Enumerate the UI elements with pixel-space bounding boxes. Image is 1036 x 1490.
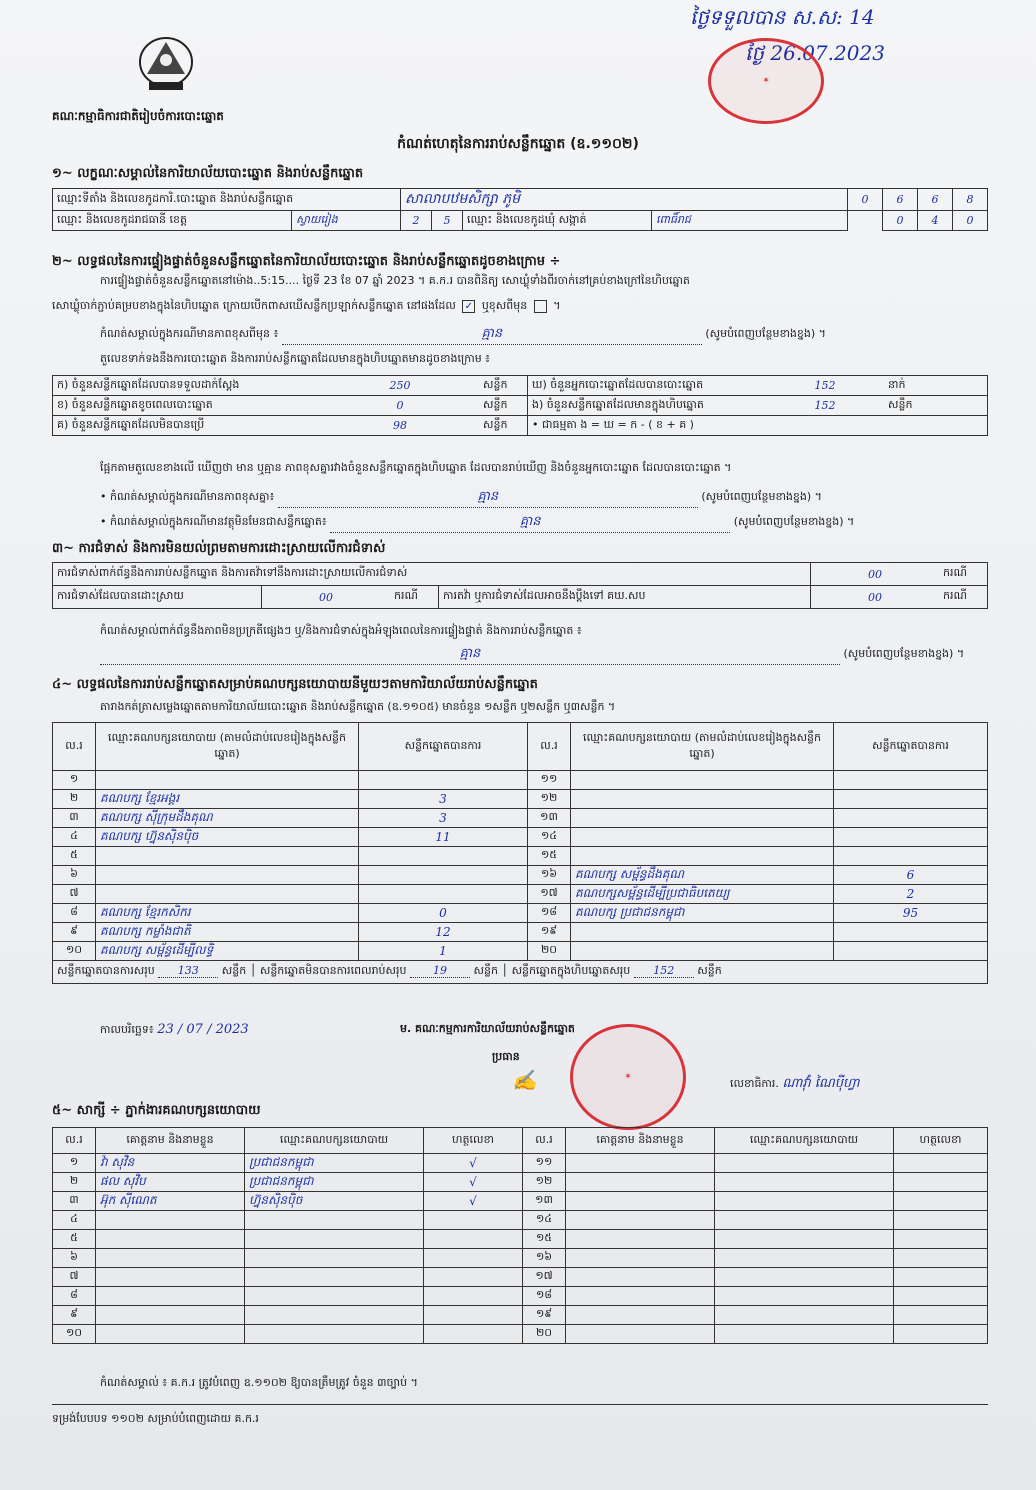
w-col-no-right: ល.រ xyxy=(523,1128,566,1154)
total-box-value: 152 xyxy=(634,964,694,978)
witness-party xyxy=(715,1230,894,1249)
province-code-1: 2 xyxy=(401,211,432,231)
witness-party xyxy=(715,1211,894,1230)
witness-signature xyxy=(894,1306,988,1325)
total-valid-value: 133 xyxy=(158,964,218,978)
commune-value: ពោធិ៍រាជ xyxy=(652,211,848,231)
province-code-2: 5 xyxy=(432,211,463,231)
voters-label: ឃ) ចំនួនអ្នកបោះឆ្នោតដែលបានបោះឆ្នោត xyxy=(528,376,767,396)
resolved-value: 00 xyxy=(262,586,391,609)
footer-text: ទម្រង់បែបបទ ១១០២ សម្រាប់បំពេញដោយ គ.ក.រ xyxy=(52,1412,259,1425)
province-label: ឈ្មោះ និងលេខកូដរាជធានី ខេត្ត xyxy=(53,211,292,231)
witness-signature xyxy=(424,1287,523,1306)
witness-party: ប្រជាជនកម្ពុជា xyxy=(245,1173,424,1192)
party-no: ៤ xyxy=(53,828,96,847)
total-received-value: 250 xyxy=(321,376,479,396)
party-no: ១៧ xyxy=(528,885,571,904)
party-votes xyxy=(359,847,528,866)
party-no: ២០ xyxy=(528,942,571,961)
witness-name xyxy=(566,1306,715,1325)
location-code-4: 8 xyxy=(953,189,988,211)
witness-signature xyxy=(424,1325,523,1344)
w-col-sign-left: ហត្ថលេខា xyxy=(424,1128,523,1154)
party-no: ១៦ xyxy=(528,866,571,885)
bullet-difference-value: គ្មាន xyxy=(278,488,698,508)
org-name: គណៈកម្មាធិការជាតិរៀបចំការបោះឆ្នោត xyxy=(52,109,224,123)
party-no: ៧ xyxy=(53,885,96,904)
section-5-heading: ៥~ សាក្សី ÷ ភ្នាក់ងារគណបក្សនយោបាយ xyxy=(52,1103,261,1118)
witness-name xyxy=(566,1173,715,1192)
spoiled-value: 0 xyxy=(321,396,479,416)
witness-party xyxy=(245,1325,424,1344)
difference-line: ផ្អែកតាមតួលេខខាងលើ ឃើញថា មាន ឬគ្មាន ភាពខុសគ្នារវាងចំនួនសន្លឹកឆ្នោតក្នុងហិបឆ្នោត ដែលបានរាប់ឃើញ និងចំនួនអ្នកបោះឆ្នោត ដែលបានបោះឆ្នោត ។ xyxy=(100,461,732,474)
difference-note-hint: (សូមបំពេញបន្ថែមខាងខ្នង) ។ xyxy=(705,327,826,340)
appeals-unit: ករណី xyxy=(939,586,988,609)
party-no: ១៤ xyxy=(528,828,571,847)
col-party-left: ឈ្មោះគណបក្សនយោបាយ (តាមលំដាប់លេខរៀងក្នុងសន្លឹកឆ្នោត) xyxy=(96,723,359,771)
witness-no: ១៤ xyxy=(523,1211,566,1230)
total-invalid-value: 19 xyxy=(410,964,470,978)
party-votes: 12 xyxy=(359,923,528,942)
appeals-value: 00 xyxy=(811,586,940,609)
witness-no: ៤ xyxy=(53,1211,96,1230)
total-received-label: ក) ចំនួនសន្លឹកឆ្នោតដែលបានទទួលដាក់ស្តែង xyxy=(53,376,322,396)
witness-name: ផល សុវិប xyxy=(96,1173,245,1192)
table-row xyxy=(53,866,988,885)
witness-name xyxy=(96,1325,245,1344)
witness-party: ប្រជាជនកម្ពុជា xyxy=(245,1154,424,1173)
table-row xyxy=(53,1211,988,1230)
total-invalid-label: សន្លឹកឆ្នោតមិនបានការពេលរាប់សរុប xyxy=(259,964,407,977)
party-no: ៦ xyxy=(53,866,96,885)
witness-party xyxy=(245,1230,424,1249)
witness-name xyxy=(566,1211,715,1230)
witness-party: ហ្វ៊ុនស៊ិនប៉ិច xyxy=(245,1192,424,1211)
secretary-signature: ណាវ៉ាំ ណៃប៉ីហ្វា xyxy=(782,1076,860,1091)
witness-signature xyxy=(424,1306,523,1325)
complaints-unit: ករណី xyxy=(939,563,988,586)
party-votes xyxy=(359,885,528,904)
party-name: គណបក្ស កម្លាំងជាតិ xyxy=(96,923,359,942)
commune-code-1: 0 xyxy=(883,211,918,231)
party-votes xyxy=(834,942,988,961)
party-name xyxy=(571,847,834,866)
commune-code-2: 4 xyxy=(918,211,953,231)
witness-signature: √ xyxy=(424,1154,523,1173)
in-box-value: 152 xyxy=(766,396,884,416)
total-box-label: សន្លឹកឆ្នោតក្នុងហិបឆ្នោតសរុប xyxy=(511,964,631,977)
w-col-name-left: គោត្តនាម និងនាមខ្លួន xyxy=(96,1128,245,1154)
unused-value: 98 xyxy=(321,416,479,436)
witness-signature xyxy=(894,1325,988,1344)
party-name: គណបក្ស ប្រជាជនកម្ពុជា xyxy=(571,904,834,923)
official-stamp-bottom: ✶ xyxy=(570,1024,686,1130)
party-votes xyxy=(359,771,528,790)
witness-signature: √ xyxy=(424,1192,523,1211)
footer-divider xyxy=(52,1404,988,1405)
party-no: ១១ xyxy=(528,771,571,790)
resolved-label: ការជំទាស់ដែលបានដោះស្រាយ xyxy=(53,586,262,609)
witness-no: ១៨ xyxy=(523,1287,566,1306)
table-row xyxy=(53,923,988,942)
table-row xyxy=(53,1306,988,1325)
witness-no: ៧ xyxy=(53,1268,96,1287)
irregularity-hint: (សូមបំពេញបន្ថែមខាងខ្នង) ។ xyxy=(843,647,965,660)
bullet-object-hint: (សូមបំពេញបន្ថែមខាងខ្នង) ។ xyxy=(733,515,855,528)
witness-name: អ៊ុក ស៊ីណេត xyxy=(96,1192,245,1211)
verification-line-1: ការផ្ទៀងផ្ទាត់ចំនួនសន្លឹកឆ្នោតនៅម៉ោង..5:15.... ថ្ងៃទី 23 ខែ 07 ឆ្នាំ 2023 ។ គ.ក.រ បានពិនិត្យ សោឃ្លុំទាំងពីរចាក់នៅគ្រប់ខាងក្រៅនៃហិបឆ្នោត xyxy=(100,274,690,287)
party-no: ៥ xyxy=(53,847,96,866)
complaints-value: 00 xyxy=(811,563,940,586)
col-votes-left: សន្លឹកឆ្នោតបានការ xyxy=(359,723,528,771)
table-row xyxy=(53,1154,988,1173)
table-row xyxy=(53,847,988,866)
witness-signature: √ xyxy=(424,1173,523,1192)
witness-party xyxy=(715,1154,894,1173)
difference-note-value: គ្មាន xyxy=(282,325,702,345)
w-col-no-left: ល.រ xyxy=(53,1128,96,1154)
witness-signature xyxy=(894,1211,988,1230)
party-votes xyxy=(359,866,528,885)
witness-name xyxy=(566,1192,715,1211)
total-invalid-unit: សន្លឹក xyxy=(473,964,498,977)
section-3-heading: ៣~ ការជំទាស់ និងការមិនយល់ព្រមតាមការដោះស្រាយលើការជំទាស់ xyxy=(52,541,386,556)
party-no: ៩ xyxy=(53,923,96,942)
party-no: ១៥ xyxy=(528,847,571,866)
nec-logo xyxy=(135,32,197,98)
voters-unit: នាក់ xyxy=(884,376,988,396)
party-name: គណបក្ស សម្ព័ន្ធដើម្បីលទ្ធិ xyxy=(96,942,359,961)
witness-party xyxy=(245,1306,424,1325)
party-votes xyxy=(834,828,988,847)
same-checkbox[interactable]: ✓ xyxy=(462,300,475,313)
party-no: ១៩ xyxy=(528,923,571,942)
changed-label: ឬខុសពីមុន xyxy=(481,299,528,312)
table-row xyxy=(53,885,988,904)
location-label: ឈ្មោះទីតាំង និងលេខកូដការិ.បោះឆ្នោត និងរាប់សន្លឹកឆ្នោត xyxy=(53,189,401,211)
witness-no: ៣ xyxy=(53,1192,96,1211)
party-name xyxy=(96,866,359,885)
table-row xyxy=(53,1192,988,1211)
party-name: គណបក្ស ហ្វ៊ុនស៊ិនប៉ិច xyxy=(96,828,359,847)
formula-note: • ជាធម្មតា ង = ឃ = ក - ( ខ + គ ) xyxy=(528,416,988,436)
party-name: គណបក្ស ខ្មែរកសិករ xyxy=(96,904,359,923)
in-box-label: ង) ចំនួនសន្លឹកឆ្នោតដែលមានក្នុងហិបឆ្នោត xyxy=(528,396,767,416)
witness-party xyxy=(715,1325,894,1344)
party-no: ១០ xyxy=(53,942,96,961)
results-table xyxy=(52,375,988,436)
col-no-left: ល.រ xyxy=(53,723,96,771)
witness-no: ៥ xyxy=(53,1230,96,1249)
bullet-object-value: គ្មាន xyxy=(330,513,730,533)
party-votes: 2 xyxy=(834,885,988,904)
witness-name xyxy=(96,1306,245,1325)
witness-no: ១៦ xyxy=(523,1249,566,1268)
in-box-unit: សន្លឹក xyxy=(884,396,988,416)
total-valid-label: សន្លឹកឆ្នោតបានការសរុប xyxy=(57,964,155,977)
witness-party xyxy=(245,1287,424,1306)
party-no: ៣ xyxy=(53,809,96,828)
witness-signature xyxy=(894,1268,988,1287)
party-no: ១ xyxy=(53,771,96,790)
commune-label: ឈ្មោះ និងលេខកូដឃុំ សង្កាត់ xyxy=(463,211,652,231)
party-no: ២ xyxy=(53,790,96,809)
witness-party xyxy=(715,1249,894,1268)
secretary-label: លេខាធិការ. xyxy=(730,1077,779,1090)
difference-note-label: កំណត់សម្គាល់ក្នុងករណីមានភាពខុសពីមុន ៖ xyxy=(100,327,279,340)
witness-name xyxy=(566,1325,715,1344)
witness-party xyxy=(715,1268,894,1287)
table-row xyxy=(53,1268,988,1287)
section-1-table xyxy=(52,188,988,231)
witness-signature xyxy=(424,1268,523,1287)
party-name xyxy=(571,828,834,847)
table-row xyxy=(53,809,988,828)
party-votes: 11 xyxy=(359,828,528,847)
witness-signature xyxy=(424,1249,523,1268)
party-votes xyxy=(834,847,988,866)
witness-name xyxy=(96,1249,245,1268)
witness-name xyxy=(566,1268,715,1287)
resolved-unit: ករណី xyxy=(390,586,439,609)
header-handwritten: ថ្ងៃទទួលបាន ស.ស: 14 xyxy=(690,5,875,29)
witness-no: ១០ xyxy=(53,1325,96,1344)
bullet-object-label: • កំណត់សម្គាល់ក្នុងករណីមានវត្ថុមិនមែនជាសន្លឹកឆ្នោត៖ xyxy=(100,515,327,528)
table-row xyxy=(53,1249,988,1268)
w-col-party-right: ឈ្មោះគណបក្សនយោបាយ xyxy=(715,1128,894,1154)
complaints-label: ការជំទាស់ពាក់ព័ន្ធនឹងការរាប់សន្លឹកឆ្នោត និងការតវ៉ាទៅនឹងការដោះស្រាយលើការជំទាស់ xyxy=(53,563,811,586)
witness-no: ១ xyxy=(53,1154,96,1173)
w-col-name-right: គោត្តនាម និងនាមខ្លួន xyxy=(566,1128,715,1154)
chair-signature: ✍ xyxy=(512,1068,537,1092)
w-col-sign-right: ហត្ថលេខា xyxy=(894,1128,988,1154)
witness-signature xyxy=(424,1230,523,1249)
total-box-unit: សន្លឹក xyxy=(697,964,722,977)
party-name: គណបក្ស ស៊ីក្រុមដឹងគុណ xyxy=(96,809,359,828)
location-code-1: 0 xyxy=(848,189,883,211)
party-votes xyxy=(834,790,988,809)
committee-label: ម. គណៈកម្មការការិយាល័យរាប់សន្លឹកឆ្នោត xyxy=(400,1022,575,1035)
witness-name: វ៉ា សុវិន xyxy=(96,1154,245,1173)
witness-signature xyxy=(894,1192,988,1211)
party-name xyxy=(96,771,359,790)
commune-code-3: 0 xyxy=(953,211,988,231)
party-name xyxy=(571,923,834,942)
party-name: គណបក្ស ខ្មែរអង្គរ xyxy=(96,790,359,809)
witness-signature xyxy=(894,1154,988,1173)
party-votes: 95 xyxy=(834,904,988,923)
witness-party xyxy=(715,1306,894,1325)
witness-name xyxy=(96,1230,245,1249)
witness-signature xyxy=(894,1249,988,1268)
witness-no: ៦ xyxy=(53,1249,96,1268)
table-row xyxy=(53,904,988,923)
party-votes: 0 xyxy=(359,904,528,923)
party-name: គណបក្ស សម្ព័ន្ធដឹងគុណ xyxy=(571,866,834,885)
appeals-label: ការតវ៉ា ឬការជំទាស់ដែលអាចនឹងប្តឹងទៅ គឃ.សប xyxy=(439,586,811,609)
witness-name xyxy=(566,1154,715,1173)
witness-party xyxy=(715,1192,894,1211)
party-name xyxy=(96,885,359,904)
official-stamp-top: ✶ xyxy=(708,38,824,124)
witness-no: ១៧ xyxy=(523,1268,566,1287)
witness-name xyxy=(566,1287,715,1306)
party-name xyxy=(571,942,834,961)
total-received-unit: សន្លឹក xyxy=(479,376,528,396)
table-row xyxy=(53,942,988,961)
irregularity-note: កំណត់សម្គាល់ពាក់ព័ន្ធនឹងភាពមិនប្រក្រតីផ្សេងៗ ឬ/និងការជំទាស់ក្នុងអំឡុងពេលនៃការផ្ទៀងផ្ទាត់ និងការរាប់សន្លឹកឆ្នោត ៖ xyxy=(100,624,582,637)
witness-name xyxy=(566,1249,715,1268)
table-row xyxy=(53,771,988,790)
witness-party xyxy=(245,1211,424,1230)
bullet-difference-label: • កំណត់សម្គាល់ក្នុងករណីមានភាពខុសគ្នា៖ xyxy=(100,490,275,503)
witness-name xyxy=(566,1230,715,1249)
table-row xyxy=(53,828,988,847)
chair-label: ប្រធាន xyxy=(492,1050,520,1063)
party-votes xyxy=(834,771,988,790)
party-no: ១៣ xyxy=(528,809,571,828)
form-note: កំណត់សម្គាល់ ៖ គ.ក.រ ត្រូវបំពេញ ឧ.១១០២ ឱ្យបានត្រឹមត្រូវ ចំនួន ៣ច្បាប់ ។ xyxy=(100,1376,418,1389)
party-no: ១៨ xyxy=(528,904,571,923)
witness-signature xyxy=(894,1230,988,1249)
witness-name xyxy=(96,1268,245,1287)
party-votes: 1 xyxy=(359,942,528,961)
section-4-heading: ៤~ លទ្ធផលនៃការរាប់សន្លឹកឆ្នោតសម្រាប់គណបក្សនយោបាយនីមួយៗតាមការិយាល័យរាប់សន្លឹកឆ្នោត xyxy=(52,677,538,692)
unused-unit: សន្លឹក xyxy=(479,416,528,436)
spoiled-label: ខ) ចំនួនសន្លឹកឆ្នោតខូចពេលបោះឆ្នោត xyxy=(53,396,322,416)
party-votes xyxy=(834,923,988,942)
party-votes: 3 xyxy=(359,790,528,809)
results-intro: តួលេខទាក់ទងនឹងការបោះឆ្នោត និងការរាប់សន្លឹកឆ្នោតដែលមានក្នុងហិបឆ្នោតមានដូចខាងក្រោម ៖ xyxy=(100,352,491,365)
col-votes-right: សន្លឹកឆ្នោតបានការ xyxy=(834,723,988,771)
witness-no: ១១ xyxy=(523,1154,566,1173)
witness-name xyxy=(96,1287,245,1306)
section-4-sub: តារាងកត់ត្រាសម្លេងឆ្នោតតាមការិយាល័យបោះឆ្នោត និងរាប់សន្លឹកឆ្នោត (ឧ.១១០៥) មានចំនួន ១សន្លឹក ឬ២សន្លឹក ឬ៣សន្លឹក ។ xyxy=(100,700,616,713)
section-1-heading: ១~ លក្ខណៈសម្គាល់នៃការិយាល័យបោះឆ្នោត និងរាប់សន្លឹកឆ្នោត xyxy=(52,166,364,181)
voters-value: 152 xyxy=(766,376,884,396)
witness-party xyxy=(245,1249,424,1268)
table-row xyxy=(53,1173,988,1192)
table-row xyxy=(53,1287,988,1306)
party-name xyxy=(571,809,834,828)
witness-party xyxy=(715,1287,894,1306)
witness-no: ២០ xyxy=(523,1325,566,1344)
form-title: កំណត់ហេតុនៃការរាប់សន្លឹកឆ្នោត (ឧ.១១០២) xyxy=(397,136,639,152)
unused-label: គ) ចំនួនសន្លឹកឆ្នោតដែលមិនបានប្រើ xyxy=(53,416,322,436)
changed-checkbox[interactable] xyxy=(534,300,547,313)
province-value: ស្វាយរៀង xyxy=(292,211,401,231)
witness-signature xyxy=(894,1287,988,1306)
party-no: ១២ xyxy=(528,790,571,809)
verification-line-2: សោឃ្លុំចាក់ភ្ជាប់គម្របខាងក្នុងនៃហិបឆ្នោត ក្រោយបើកពាសឃើសន្លឹកប្រឡាក់សន្លឹកឆ្នោត នៅផងដែល xyxy=(52,299,456,312)
header-date: ថ្ងៃ 26.07.2023 xyxy=(745,41,885,65)
location-value: សាលាបឋមសិក្សា ភូមិ xyxy=(401,189,848,211)
irregularity-value: គ្មាន xyxy=(100,645,840,665)
party-name: គណបក្សសម្ព័ន្ធដើម្បីប្រជាធិបតេយ្យ xyxy=(571,885,834,904)
witness-party xyxy=(715,1173,894,1192)
col-no-right: ល.រ xyxy=(528,723,571,771)
date-label: កាលបរិច្ឆេទ៖ xyxy=(100,1023,154,1036)
witness-name xyxy=(96,1211,245,1230)
witness-signature xyxy=(894,1173,988,1192)
total-valid-unit: សន្លឹក xyxy=(221,964,247,977)
complaints-table xyxy=(52,562,988,609)
bullet-difference-hint: (សូមបំពេញបន្ថែមខាងខ្នង) ។ xyxy=(701,490,822,503)
witness-signature xyxy=(424,1211,523,1230)
w-col-party-left: ឈ្មោះគណបក្សនយោបាយ xyxy=(245,1128,424,1154)
document-page: ថ្ងៃទទួលបាន ស.ស: 14 ថ្ងៃ 26.07.2023 គណៈកម្មាធិការជាតិរៀបចំការបោះឆ្នោត ✶ កំណត់ហេតុនៃការរាប់សន្លឹកឆ្នោត (ឧ.១១០២) ១~ លក្ខណៈសម្គាល់នៃការិយាល័យបោះឆ្នោត និងរាប់សន្លឹកឆ្នោត ឈ្មោះទីតាំង និងលេខកូដការិ.បោះឆ្នោត និងរាប់សន្លឹកឆ្នោត សាលាបឋមសិក្សា ភូមិ 0 6 6 8 ឈ្មោះ និងលេខកូដរាជធានី ខេត្ត ស្វាយរៀង 2 5 ឈ្មោះ និងលេខកូដឃុំ សង្កាត់ ពោធិ៍រាជ 0 4 0 ២~ លទ្ធផលនៃការផ្ទៀងផ្ទាត់ចំនួនសន្លឹកឆ្នោតនៃការិយាល័យបោះឆ្នោត និងរាប់សន្លឹកឆ្នោតដូចខាងក្រោម ÷ ការផ្ទៀងផ្ទាត់ចំនួនសន្លឹកឆ្នោតនៅម៉ោង..5:15.... ថ្ងៃទី 23 ខែ 07 ឆ្នាំ 2023 ។ គ.ក.រ បានពិនិត្យ សោឃ្លុំទាំងពីរចាក់នៅគ្រប់ខាងក្រៅនៃហិបឆ្នោត សោឃ្លុំចាក់ភ្ជាប់គម្របខាងក្នុងនៃហិបឆ្នោត ក្រោយបើកពាសឃើសន្លឹកប្រឡាក់សន្លឹកឆ្នោត នៅផងដែល ✓ ឬខុសពីមុន ។ កំណត់សម្គាល់ក្នុងករណីមានភាពខុសពីមុន ៖ គ្មាន (សូមបំពេញបន្ថែមខាងខ្នង) ។ តួលេខទាក់ទងនឹងការបោះឆ្នោត និងការរាប់សន្លឹកឆ្នោតដែលមានក្នុងហិបឆ្នោតមានដូចខាងក្រោម ៖ ក) ចំនួនសន្លឹកឆ្នោតដែលបានទទួលដាក់ស្តែង 250 សន្លឹក ឃ) ចំនួនអ្នកបោះឆ្នោតដែលបានបោះឆ្នោត 152 នាក់ ខ) ចំនួនសន្លឹកឆ្នោតខូចពេលបោះឆ្នោត 0 សន្លឹក ង) ចំនួនសន្លឹកឆ្នោតដែលមានក្នុងហិបឆ្នោត 152 សន្លឹក គ) ចំនួនសន្លឹកឆ្នោតដែលមិនបានប្រើ 98 សន្លឹក • ជាធម្មតា ង = ឃ = ក - ( ខ + គ ) ផ្អែកតាមតួលេខខាងលើ ឃើញថា មាន ឬគ្មាន ភាពខុសគ្នារវាងចំនួនសន្លឹកឆ្នោតក្នុងហិបឆ្នោត ដែលបានរាប់ឃើញ និងចំនួនអ្នកបោះឆ្នោត ដែលបានបោះឆ្នោត ។ • កំណត់សម្គាល់ក្នុងករណីមានភាពខុសគ្នា៖ គ្មាន (សូមបំពេញបន្ថែមខាងខ្នង) ។ • កំណត់សម្គាល់ក្នុងករណីមានវត្ថុមិនមែនជាសន្លឹកឆ្នោត៖ គ្មាន (សូមបំពេញបន្ថែមខាងខ្នង) ។ ៣~ ការជំទាស់ និងការមិនយល់ព្រមតាមការដោះស្រាយលើការជំទាស់ ការជំទាស់ពាក់ព័ន្ធនឹងការរាប់សន្លឹកឆ្នោត និងការតវ៉ាទៅនឹងការដោះស្រាយលើការជំទាស់ 00 ករណី ការជំទាស់ដែលបានដោះស្រាយ 00 ករណី ការតវ៉ា ឬការជំទាស់ដែលអាចនឹងប្តឹងទៅ គឃ.សប 00 ករណី កំណត់សម្គាល់ពាក់ព័ន្ធនឹងភាពមិនប្រក្រតីផ្សេងៗ ឬ/និងការជំទាស់ក្នុងអំឡុងពេលនៃការផ្ទៀងផ្ទាត់ និងការរាប់សន្លឹកឆ្នោត ៖ គ្មាន (សូមបំពេញបន្ថែមខាងខ្នង) ។ ៤~ លទ្ធផលនៃការរាប់សន្លឹកឆ្នោតសម្រាប់គណបក្សនយោបាយនីមួយៗតាមការិយាល័យរាប់សន្លឹកឆ្នោត តារាងកត់ត្រាសម្លេងឆ្នោតតាមការិយាល័យបោះឆ្នោត និងរាប់សន្លឹកឆ្នោត (ឧ.១១០៥) មានចំនួន ១សន្លឹក ឬ២សន្លឹក ឬ៣សន្លឹក ។ ល.រ ឈ្មោះគណបក្សនយោបាយ (តាមលំដាប់លេខរៀងក្នុងសន្លឹកឆ្នោត) សន្លឹកឆ្នោតបានការ ល.រ ឈ្មោះគណបក្សនយោបាយ (តាមលំដាប់លេខរៀងក្នុងសន្លឹកឆ្នោត) សន្លឹកឆ្នោតបានការ ១ ១១ ២ គណបក្ស ខ្មែរអង្គរ 3 ១២ ៣ គណបក្ស ស៊ីក្រុមដឹងគុណ 3 ១៣ ៤ គណបក្ស ហ្វ៊ុនស៊ិនប៉ិច 11 ១៤ ៥ ១៥ ៦ ១៦ គណបក្ស សម្ព័ន្ធដឹងគុណ 6 ៧ ១៧ គណបក្សសម្ព័ន្ធដើម្បីប្រជាធិបតេយ្យ 2 ៨ គណបក្ស ខ្មែរកសិករ 0 ១៨ គណបក្ស ប្រជាជនកម្ពុជា 95 ៩ គណបក្ស កម្លាំងជាតិ 12 ១៩ ១០ គណបក្ស សម្ព័ន្ធដើម្បីលទ្ធិ 1 ២០ សន្លឹកឆ្នោតបានការសរុប 133 សន្លឹក │ សន្លឹកឆ្នោតមិនបានការពេលរាប់សរុប 19 សន្លឹក │ សន្លឹកឆ្នោតក្នុងហិបឆ្នោតសរុប 152 សន្លឹក កាលបរិច្ឆេទ៖ 23 / 07 / 2023 ម. គណៈកម្មការការិយាល័យរាប់សន្លឹកឆ្នោត ប្រធាន ✶ លេខាធិការ. ណាវ៉ាំ ណៃប៉ីហ្វា ✍ ៥~ សាក្សី ÷ ភ្នាក់ងារគណបក្សនយោបាយ ល.រ គោត្តនាម និងនាមខ្លួន ឈ្មោះគណបក្សនយោបាយ ហត្ថលេខា ល.រ គោត្តនាម និងនាមខ្លួន ឈ្មោះគណបក្សនយោបាយ ហត្ថលេខា ១ វ៉ា សុវិន ប្រជាជនកម្ពុជា √ ១១ ២ ផល សុវិប ប្រជាជនកម្ពុជា √ ១២ ៣ អ៊ុក ស៊ីណេត ហ្វ៊ុនស៊ិនប៉ិច √ ១៣ ៤ ១៤ ៥ ១៥ ៦ ១៦ ៧ ១៧ ៨ ១៨ ៩ ១៩ ១០ ២០ កំណត់សម្គាល់ ៖ គ.ក.រ ត្រូវបំពេញ ឧ.១១០២ ឱ្យបានត្រឹមត្រូវ ចំនួន ៣ច្បាប់ ។ ទម្រង់បែបបទ ១១០២ សម្រាប់បំពេញដោយ គ.ក.រ xyxy=(0,0,1036,1490)
location-code-3: 6 xyxy=(918,189,953,211)
col-party-right: ឈ្មោះគណបក្សនយោបាយ (តាមលំដាប់លេខរៀងក្នុងសន្លឹកឆ្នោត) xyxy=(571,723,834,771)
table-row xyxy=(53,790,988,809)
party-votes xyxy=(834,809,988,828)
witness-no: ២ xyxy=(53,1173,96,1192)
party-no: ៨ xyxy=(53,904,96,923)
witness-table xyxy=(52,1127,988,1344)
party-votes: 3 xyxy=(359,809,528,828)
witness-no: ១៥ xyxy=(523,1230,566,1249)
witness-no: ៨ xyxy=(53,1287,96,1306)
party-votes: 6 xyxy=(834,866,988,885)
spoiled-unit: សន្លឹក xyxy=(479,396,528,416)
witness-no: ១៩ xyxy=(523,1306,566,1325)
witness-no: ៩ xyxy=(53,1306,96,1325)
table-row xyxy=(53,1230,988,1249)
witness-party xyxy=(245,1268,424,1287)
witness-no: ១៣ xyxy=(523,1192,566,1211)
table-row xyxy=(53,1325,988,1344)
location-code-2: 6 xyxy=(883,189,918,211)
party-name xyxy=(571,771,834,790)
date-value: 23 / 07 / 2023 xyxy=(157,1022,249,1037)
section-2-heading: ២~ លទ្ធផលនៃការផ្ទៀងផ្ទាត់ចំនួនសន្លឹកឆ្នោតនៃការិយាល័យបោះឆ្នោត និងរាប់សន្លឹកឆ្នោតដូចខាងក្រោម ÷ xyxy=(52,254,561,269)
party-name xyxy=(571,790,834,809)
party-results-table: ល.រ ឈ្មោះគណបក្សនយោបាយ (តាមលំដាប់លេខរៀងក្នុងសន្លឹកឆ្នោត) សន្លឹកឆ្នោតបានការ ល.រ ឈ្មោះគណបក្សនយោបាយ (តាមលំដាប់លេខរៀងក្នុងសន្លឹកឆ្នោត) សន្លឹកឆ្នោតបានការ ១ ១១ ២ គណបក្ស ខ្មែរអង្គរ 3 ១២ ៣ គណបក្ស ស៊ីក្រុមដឹងគុណ 3 ១៣ ៤ គណបក្ស ហ្វ៊ុនស៊ិនប៉ិច 11 ១៤ ៥ ១៥ ៦ ១៦ គណបក្ស សម្ព័ន្ធដឹងគុណ 6 ៧ ១៧ គណបក្សសម្ព័ន្ធដើម្បីប្រជាធិបតេយ្យ 2 ៨ គណបក្ស ខ្មែរកសិករ 0 ១៨ គណបក្ស ប្រជាជនកម្ពុជា 95 ៩ គណបក្ស កម្លាំងជាតិ 12 ១៩ ១០ គណបក្ស សម្ព័ន្ធដើម្បីលទ្ធិ 1 ២០ សន្លឹកឆ្នោតបានការសរុប 133 សន្លឹក │ សន្លឹកឆ្នោតមិនបានការពេលរាប់សរុប 19 សន្លឹក │ សន្លឹកឆ្នោតក្នុងហិបឆ្នោតសរុប 152 សន្លឹក xyxy=(52,722,988,984)
party-name xyxy=(96,847,359,866)
witness-no: ១២ xyxy=(523,1173,566,1192)
